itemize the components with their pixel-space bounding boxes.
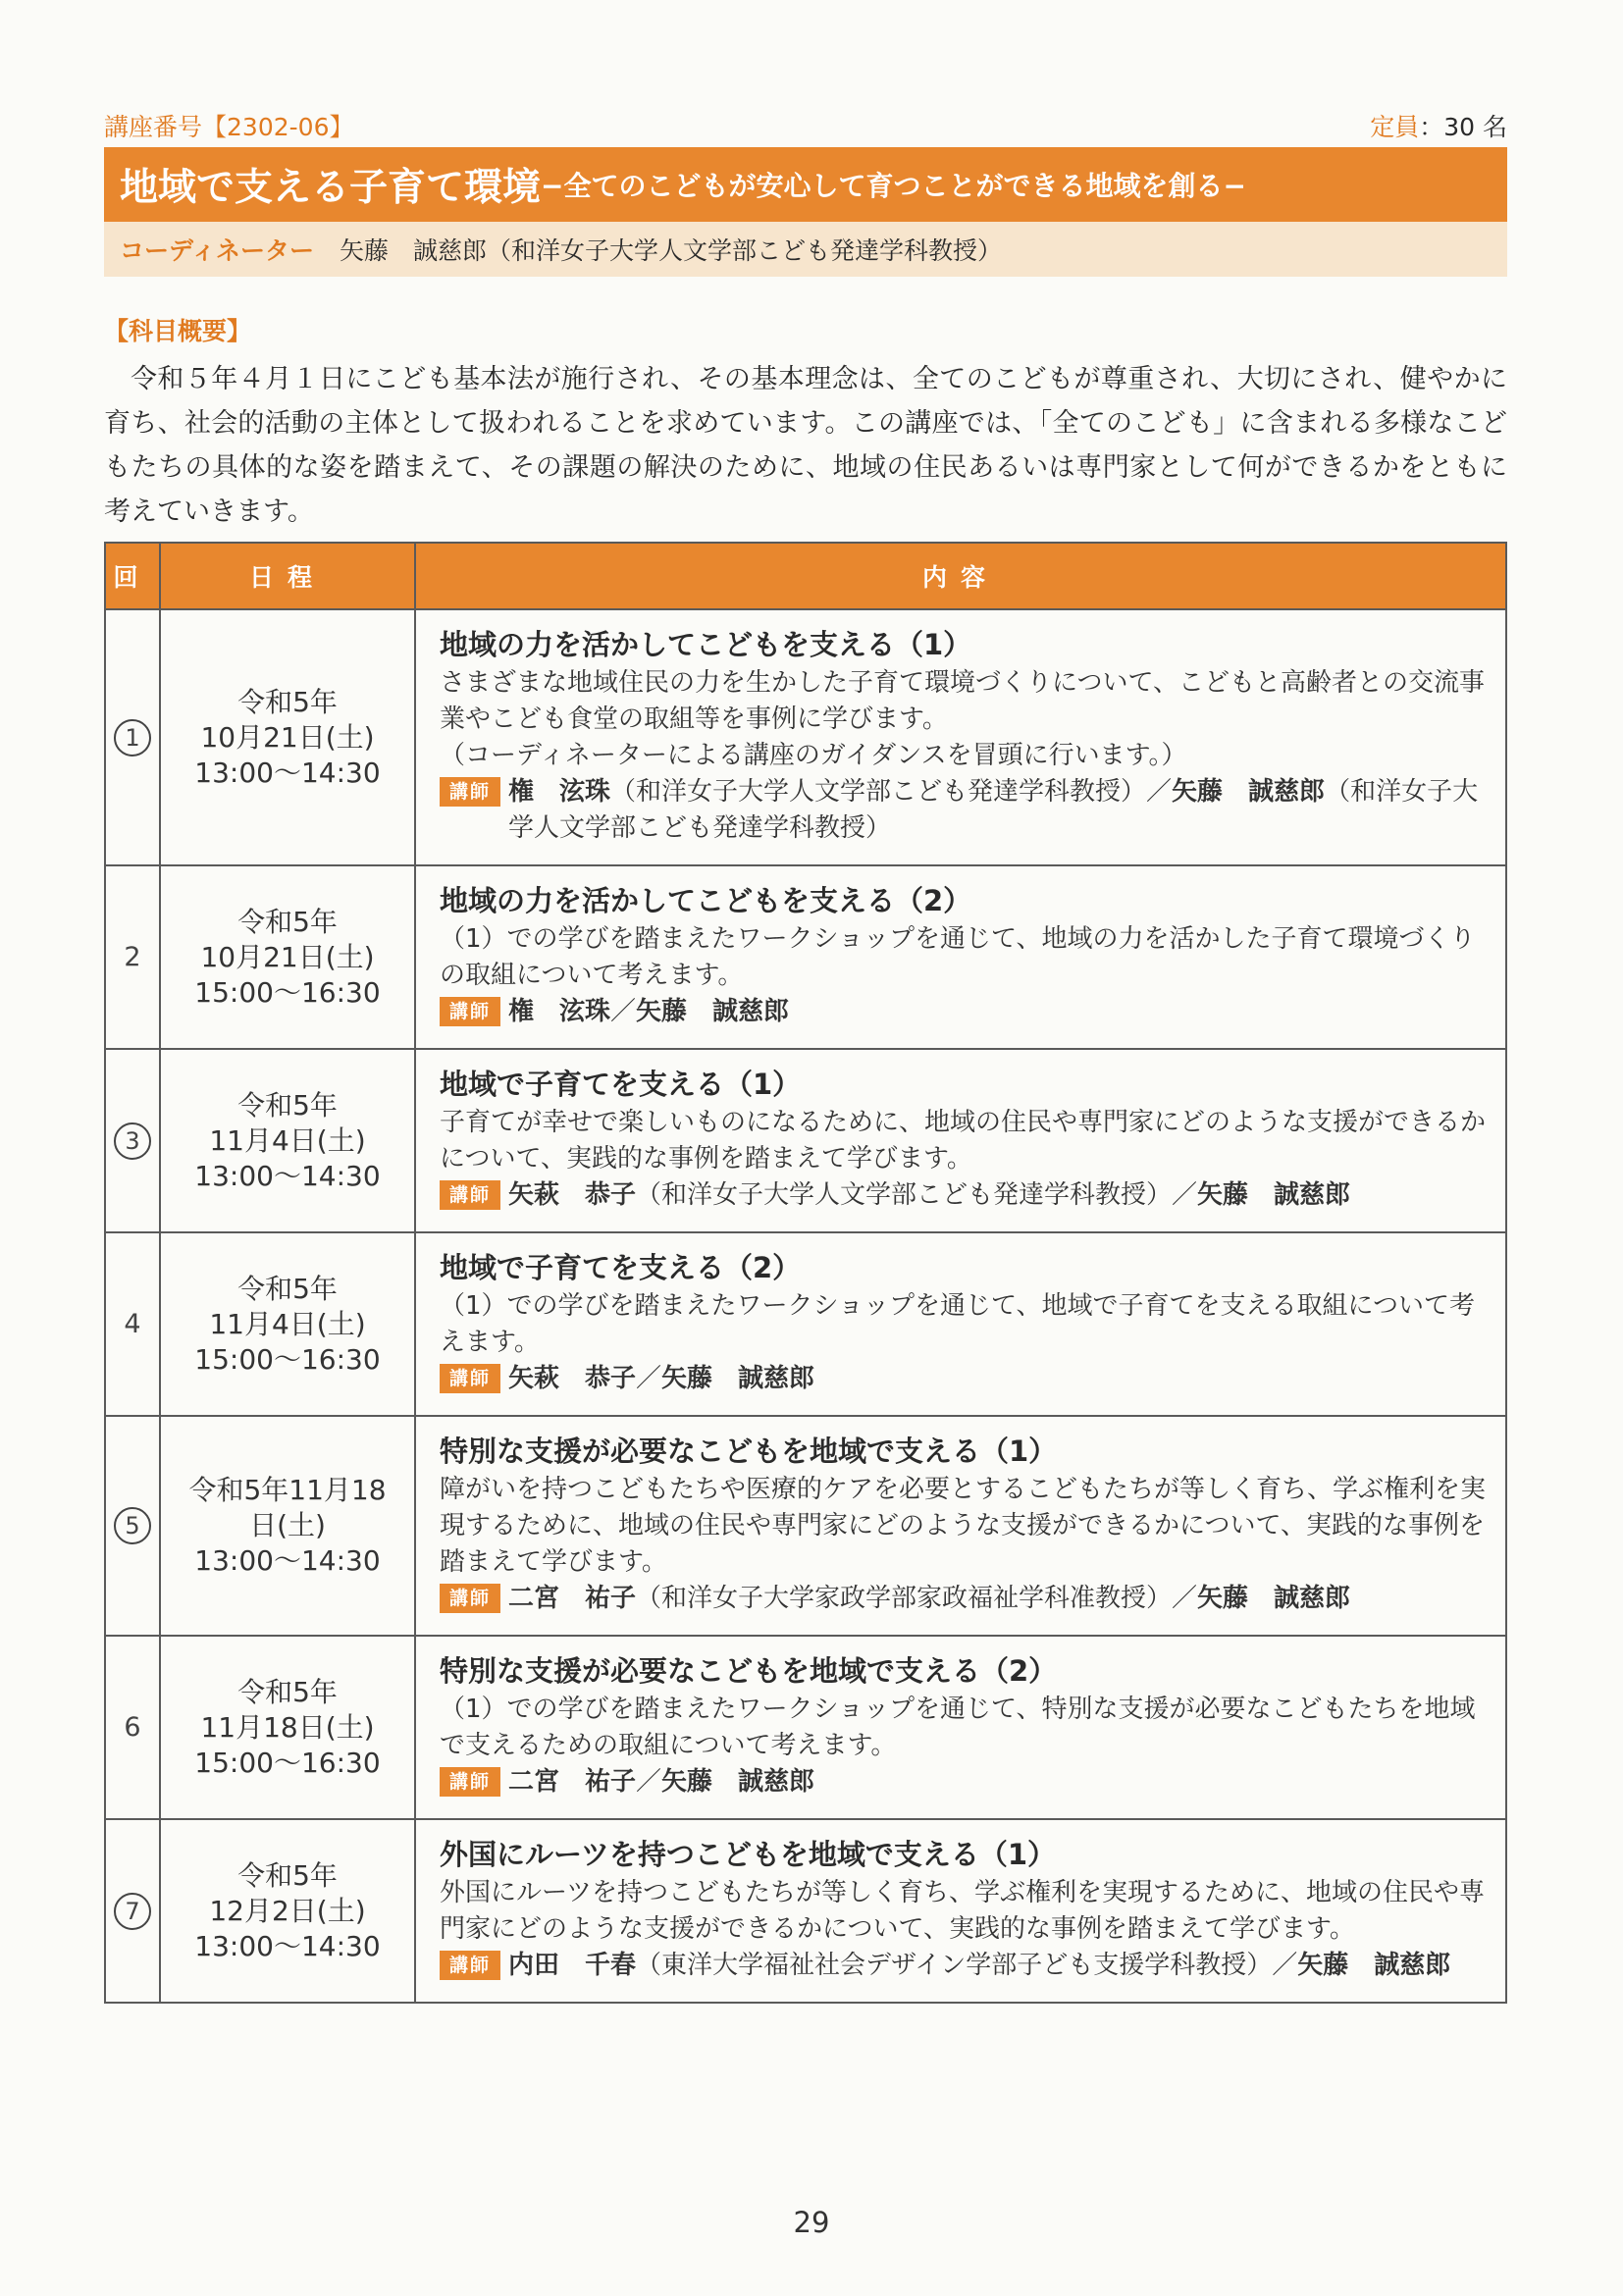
session-number-cell — [105, 1416, 160, 1636]
lecturer-name: 二宮 祐子 — [508, 1584, 637, 1613]
session-date-cell — [160, 1416, 415, 1636]
page-title: 地域で支える子育て環境 — [120, 166, 542, 210]
session-content-cell — [415, 1049, 1506, 1232]
session-title: 地域の力を活かしてこどもを支える（2） — [440, 884, 972, 917]
lecturer-name: 矢藤 誠慈郎 — [1297, 1951, 1451, 1980]
table-header-row — [105, 543, 1506, 609]
session-lecturers — [440, 994, 1486, 1030]
lecturer-name: 矢藤 誠慈郎 — [1172, 777, 1326, 807]
lecturer-badge: 講師 — [440, 1951, 500, 1980]
lecturer-name: 権 泫珠 — [508, 997, 611, 1026]
session-number-cell — [105, 865, 160, 1049]
session-title: 地域で子育てを支える（2） — [440, 1251, 802, 1284]
session-date-cell — [160, 609, 415, 865]
page-number: 29 — [793, 2206, 830, 2239]
session-number-cell — [105, 1232, 160, 1416]
session-date-cell — [160, 1232, 415, 1416]
session-description: さまざまな地域住民の力を生かした子育て環境づくりについて、こどもと高齢者との交流事業やこども食堂の取組等を事例に学びます。 — [440, 668, 1485, 734]
lecturer-name: 矢萩 恭子 — [508, 1180, 637, 1210]
session-date-cell — [160, 865, 415, 1049]
session-lecturers — [440, 1177, 1486, 1214]
session-date-cell — [160, 1049, 415, 1232]
session-number: 5 — [114, 1507, 151, 1544]
lecturer-name: 矢萩 恭子 — [508, 1364, 637, 1393]
capacity-value: ：30 名 — [1419, 113, 1507, 141]
coordinator-name: 矢藤 誠慈郎（和洋女子大学人文学部こども発達学科教授） — [340, 236, 1003, 265]
session-description: （1）での学びを踏まえたワークショップを通じて、特別な支援が必要なこどもたちを地域で支えるための取組について考えます。 — [440, 1695, 1476, 1760]
session-date-line: 日(土) — [249, 1509, 326, 1541]
session-date-line: 15:00〜16:30 — [194, 1342, 381, 1376]
lecturer-separator: ／ — [1172, 1180, 1198, 1210]
session-title: 特別な支援が必要なこどもを地域で支える（2） — [440, 1654, 1058, 1688]
session-number: 2 — [124, 942, 141, 972]
lecturer-name: 矢藤 誠慈郎 — [1197, 1584, 1351, 1613]
session-title: 外国にルーツを持つこどもを地域で支える（1） — [440, 1838, 1057, 1871]
session-date-line: 15:00〜16:30 — [194, 975, 381, 1009]
lecturer-separator: ／ — [610, 997, 637, 1026]
session-date-cell — [160, 1636, 415, 1819]
course-summary — [104, 312, 1507, 534]
header-top — [104, 104, 1507, 143]
course-number-label: 講座番号 — [104, 113, 203, 141]
session-date-line: 13:00〜14:30 — [194, 1544, 381, 1577]
lecturer-separator: ／ — [1272, 1951, 1298, 1980]
session-number: 1 — [114, 719, 151, 757]
session-number-cell — [105, 1049, 160, 1232]
session-date-line: 令和5年 — [237, 685, 338, 718]
coordinator-label: コーディネーター — [120, 236, 315, 265]
session-date-line: 11月4日(土) — [209, 1123, 366, 1157]
lecturer-badge: 講師 — [440, 1584, 500, 1613]
lecturer-name: 矢藤 誠慈郎 — [1197, 1180, 1351, 1210]
session-date-line: 令和5年 — [237, 1858, 338, 1892]
session-date-line: 令和5年11月18 — [188, 1474, 387, 1506]
session-lecturers — [440, 1581, 1486, 1617]
table-row — [105, 1049, 1506, 1232]
course-number — [104, 108, 353, 143]
session-date-line: 10月21日(土) — [200, 720, 375, 754]
lecturer-name: 内田 千春 — [508, 1951, 637, 1980]
session-number: 6 — [124, 1712, 141, 1743]
lecturer-affiliation: （和洋女子大学人文学部こども発達学科教授） — [610, 777, 1147, 807]
header-content: 内容 — [415, 543, 1506, 609]
coordinator-bar — [104, 222, 1507, 277]
session-description: （1）での学びを踏まえたワークショップを通じて、地域の力を活かした子育て環境づくりの取組について考えます。 — [440, 924, 1476, 990]
table-row — [105, 609, 1506, 865]
capacity — [1370, 108, 1507, 143]
course-code: 【2302-06】 — [202, 113, 354, 141]
session-date-line: 11月18日(土) — [200, 1710, 375, 1744]
session-content-cell — [415, 1232, 1506, 1416]
session-description: 子育てが幸せで楽しいものになるために、地域の住民や専門家にどのような支援ができるかについて、実践的な事例を踏まえて学びます。 — [440, 1108, 1487, 1174]
session-title: 地域の力を活かしてこどもを支える（1） — [440, 628, 972, 661]
lecturer-badge: 講師 — [440, 777, 500, 807]
session-lecturers — [440, 1764, 1486, 1800]
schedule-body — [105, 609, 1506, 2003]
session-description: 障がいを持つこどもたちや医療的ケアを必要とするこどもたちが等しく育ち、学ぶ権利を実現するために、地域の住民や専門家にどのような支援ができるかについて、実践的な事例を踏まえて学びます。 — [440, 1475, 1487, 1577]
session-number-cell — [105, 1819, 160, 2003]
session-description: 外国にルーツを持つこどもたちが等しく育ち、学ぶ権利を実現するために、地域の住民や専門家にどのような支援ができるかについて、実践的な事例を踏まえて学びます。 — [440, 1878, 1485, 1944]
header-date: 日程 — [160, 543, 415, 609]
session-date-line: 15:00〜16:30 — [194, 1746, 381, 1779]
capacity-label: 定員 — [1370, 113, 1420, 141]
session-note: （コーディネーターによる講座のガイダンスを冒頭に行います。） — [440, 741, 1187, 770]
session-lecturers — [440, 774, 1486, 847]
session-lecturers — [440, 1948, 1486, 1984]
schedule-table — [104, 542, 1507, 2004]
summary-heading: 【科目概要】 — [104, 317, 252, 345]
session-number: 4 — [124, 1309, 141, 1339]
session-number-cell — [105, 1636, 160, 1819]
header-num: 回 — [105, 543, 160, 609]
session-number: 3 — [114, 1122, 151, 1160]
session-number-cell — [105, 609, 160, 865]
lecturer-affiliation: （和洋女子大学家政学部家政福祉学科准教授） — [636, 1584, 1173, 1613]
lecturer-name: 権 泫珠 — [508, 777, 611, 807]
session-date-line: 10月21日(土) — [200, 940, 375, 973]
lecturer-name: 矢藤 誠慈郎 — [661, 1767, 815, 1797]
lecturer-affiliation: （和洋女子大学人文学部こども発達学科教授） — [636, 1180, 1173, 1210]
session-date-line: 13:00〜14:30 — [194, 1929, 381, 1962]
table-row — [105, 1416, 1506, 1636]
table-row — [105, 865, 1506, 1049]
session-date-line: 11月4日(土) — [209, 1307, 366, 1340]
lecturer-separator: ／ — [636, 1364, 662, 1393]
lecturer-name: 矢藤 誠慈郎 — [661, 1364, 815, 1393]
lecturer-affiliation: （東洋大学福祉社会デザイン学部子ども支援学科教授） — [636, 1951, 1273, 1980]
session-date-cell — [160, 1819, 415, 2003]
lecturer-separator: ／ — [1172, 1584, 1198, 1613]
session-date-line: 令和5年 — [237, 1675, 338, 1708]
session-date-line: 令和5年 — [237, 1088, 338, 1122]
session-date-line: 13:00〜14:30 — [194, 756, 381, 789]
session-description: （1）での学びを踏まえたワークショップを通じて、地域で子育てを支える取組について考えます。 — [440, 1291, 1475, 1357]
session-number: 7 — [114, 1893, 151, 1930]
table-row — [105, 1819, 1506, 2003]
session-date-line: 12月2日(土) — [209, 1894, 366, 1927]
session-content-cell — [415, 1636, 1506, 1819]
session-content-cell — [415, 1819, 1506, 2003]
lecturer-affiliation: （和洋女子大学人文学部こども発達学科教授） — [508, 777, 1479, 843]
session-lecturers — [440, 1361, 1486, 1397]
lecturer-name: 矢藤 誠慈郎 — [636, 997, 790, 1026]
lecturer-badge: 講師 — [440, 997, 500, 1026]
session-title: 特別な支援が必要なこどもを地域で支える（1） — [440, 1435, 1058, 1468]
summary-text: 令和５年４月１日にこども基本法が施行され、その基本理念は、全てのこどもが尊重され、大切にされ、健やかに育ち、社会的活動の主体として扱われることを求めています。この講座では、「全てのこども」に含まれる多様なこどもたちの具体的な姿を踏まえて、その課題の解決のために、地域の住民あるいは専門家として何ができるかをともに考えていきます。 — [104, 364, 1507, 527]
lecturer-name: 二宮 祐子 — [508, 1767, 637, 1797]
session-date-line: 令和5年 — [237, 1272, 338, 1305]
lecturer-badge: 講師 — [440, 1180, 500, 1210]
session-date-line: 13:00〜14:30 — [194, 1159, 381, 1192]
table-row — [105, 1636, 1506, 1819]
lecturer-separator: ／ — [1146, 777, 1173, 807]
lecturer-badge: 講師 — [440, 1364, 500, 1393]
lecturer-separator: ／ — [636, 1767, 662, 1797]
title-bar — [104, 147, 1507, 222]
session-content-cell — [415, 865, 1506, 1049]
session-title: 地域で子育てを支える（1） — [440, 1068, 802, 1101]
page-subtitle: −全てのこどもが安心して育つことができる地域を創る− — [541, 170, 1246, 202]
table-row — [105, 1232, 1506, 1416]
session-content-cell — [415, 609, 1506, 865]
session-content-cell — [415, 1416, 1506, 1636]
session-date-line: 令和5年 — [237, 905, 338, 938]
lecturer-badge: 講師 — [440, 1767, 500, 1797]
